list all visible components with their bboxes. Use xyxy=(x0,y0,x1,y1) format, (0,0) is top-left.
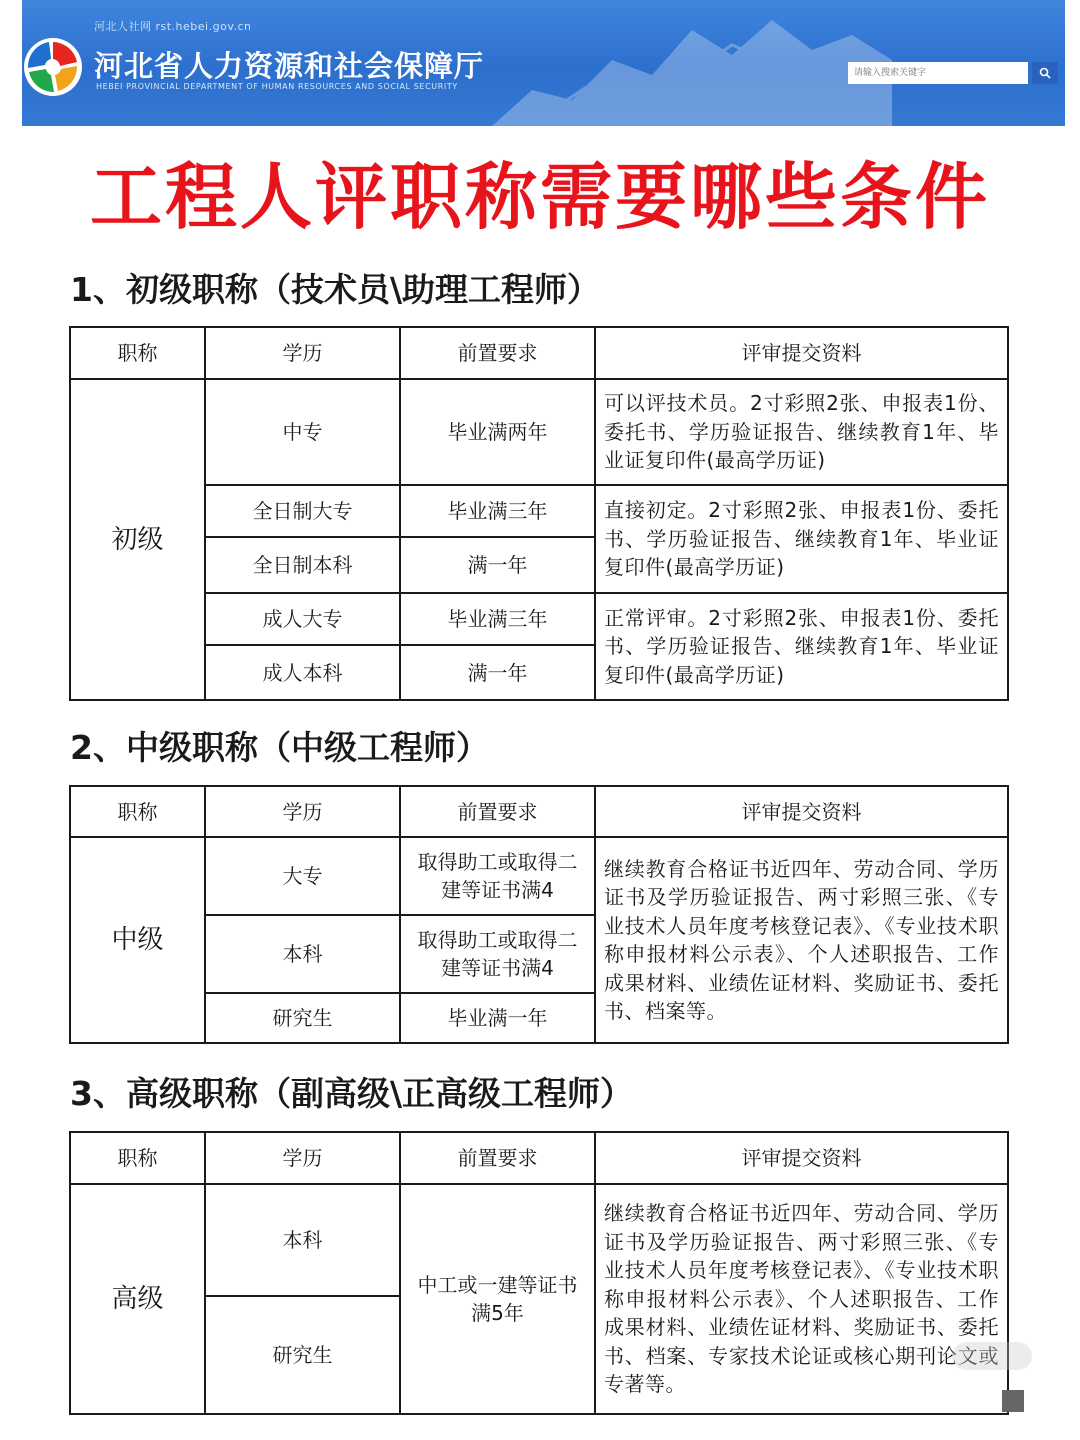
prerequisite-cell: 毕业满三年 xyxy=(400,485,595,537)
header-title: 职称 xyxy=(70,1132,205,1184)
search-button[interactable] xyxy=(1032,62,1058,84)
prerequisite-cell: 中工或一建等证书满5年 xyxy=(400,1184,595,1414)
prerequisite-cell: 取得助工或取得二建等证书满4 xyxy=(400,837,595,915)
header-education: 学历 xyxy=(205,327,400,379)
header-title: 职称 xyxy=(70,786,205,837)
site-title[interactable]: 河北省人力资源和社会保障厅 xyxy=(94,49,485,83)
hrss-logo-icon[interactable] xyxy=(22,36,84,98)
materials-cell: 可以评技术员。2寸彩照2张、申报表1份、委托书、学历验证报告、继续教育1年、毕业证复印件(最高学历证) xyxy=(595,379,1008,485)
intermediate-title-table xyxy=(69,785,1009,1044)
materials-cell: 直接初定。2寸彩照2张、申报表1份、委托书、学历验证报告、继续教育1年、毕业证复印件(最高学历证) xyxy=(595,485,1008,593)
header-prerequisite: 前置要求 xyxy=(400,327,595,379)
search-input[interactable] xyxy=(848,62,1028,84)
level-cell: 高级 xyxy=(70,1184,205,1414)
education-cell: 研究生 xyxy=(205,1296,400,1414)
education-cell: 大专 xyxy=(205,837,400,915)
site-subtitle: HEBEI PROVINCIAL DEPARTMENT OF HUMAN RESOURCES AND SOCIAL SECURITY xyxy=(96,82,458,91)
materials-cell: 继续教育合格证书近四年、劳动合同、学历证书及学历验证报告、两寸彩照三张、《专业技术人员年度考核登记表》、《专业技术职称申报材料公示表》、个人述职报告、工作成果材料、业绩佐证材料、奖励证书、委托书、档案、专家技术论证或核心期刊论文或专著等。 xyxy=(595,1184,1008,1414)
corner-badge-icon xyxy=(1000,1388,1026,1414)
education-cell: 全日制大专 xyxy=(205,485,400,537)
prerequisite-cell: 满一年 xyxy=(400,537,595,593)
header-prerequisite: 前置要求 xyxy=(400,1132,595,1184)
header-title: 职称 xyxy=(70,327,205,379)
section-heading-intermediate: 2、中级职称（中级工程师） xyxy=(70,728,489,767)
header-education: 学历 xyxy=(205,1132,400,1184)
senior-title-table xyxy=(69,1131,1009,1415)
level-cell: 初级 xyxy=(70,379,205,700)
education-cell: 全日制本科 xyxy=(205,537,400,593)
search-icon xyxy=(1039,67,1051,79)
prerequisite-cell: 毕业满三年 xyxy=(400,593,595,645)
education-cell: 本科 xyxy=(205,1184,400,1296)
prerequisite-cell: 取得助工或取得二建等证书满4 xyxy=(400,915,595,993)
section-heading-senior: 3、高级职称（副高级\正高级工程师） xyxy=(70,1074,634,1113)
junior-title-table xyxy=(69,326,1009,701)
header-materials: 评审提交资料 xyxy=(595,327,1008,379)
header-education: 学历 xyxy=(205,786,400,837)
prerequisite-cell: 满一年 xyxy=(400,645,595,700)
materials-cell: 继续教育合格证书近四年、劳动合同、学历证书及学历验证报告、两寸彩照三张、《专业技术人员年度考核登记表》、《专业技术职称申报材料公示表》、个人述职报告、工作成果材料、业绩佐证材料、奖励证书、委托书、档案等。 xyxy=(595,837,1008,1043)
header-prerequisite: 前置要求 xyxy=(400,786,595,837)
watermark-badge xyxy=(952,1342,1032,1370)
education-cell: 成人本科 xyxy=(205,645,400,700)
education-cell: 研究生 xyxy=(205,993,400,1043)
prerequisite-cell: 毕业满一年 xyxy=(400,993,595,1043)
education-cell: 成人大专 xyxy=(205,593,400,645)
section-heading-junior: 1、初级职称（技术员\助理工程师） xyxy=(70,270,601,309)
materials-cell: 正常评审。2寸彩照2张、申报表1份、委托书、学历验证报告、继续教育1年、毕业证复印件(最高学历证) xyxy=(595,593,1008,700)
header-materials: 评审提交资料 xyxy=(595,1132,1008,1184)
prerequisite-cell: 毕业满两年 xyxy=(400,379,595,485)
header-materials: 评审提交资料 xyxy=(595,786,1008,837)
education-cell: 中专 xyxy=(205,379,400,485)
site-domain[interactable]: 河北人社网 rst.hebei.gov.cn xyxy=(94,20,252,33)
education-cell: 本科 xyxy=(205,915,400,993)
page-title: 工程人评职称需要哪些条件 xyxy=(89,155,990,239)
level-cell: 中级 xyxy=(70,837,205,1043)
great-wall-graphic xyxy=(492,0,892,126)
site-banner xyxy=(22,0,1065,126)
